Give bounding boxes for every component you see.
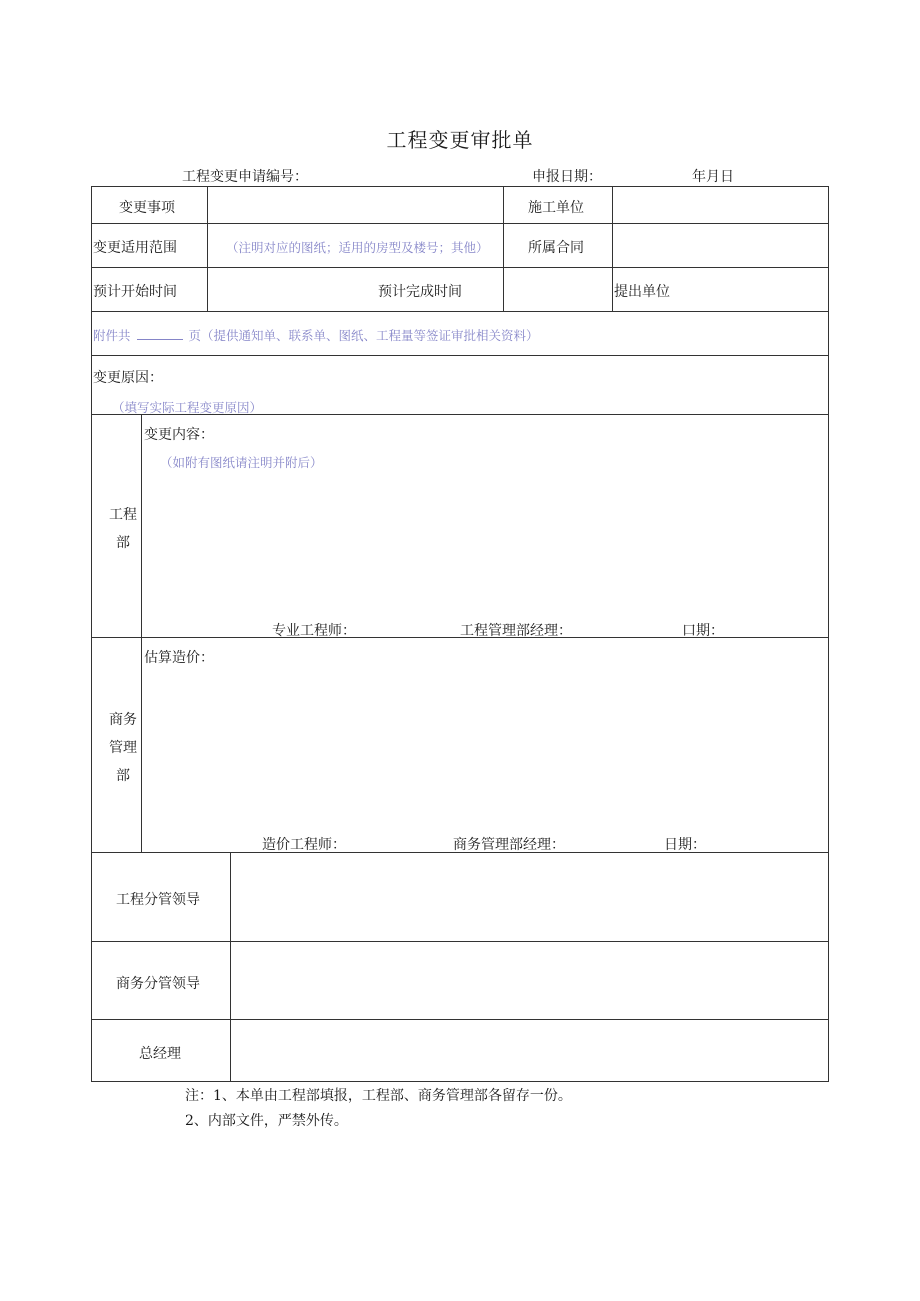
report-date-suffix: 年月日 <box>692 169 734 185</box>
attachment-page-count-field[interactable] <box>137 327 183 340</box>
commerce-dept-label <box>101 706 145 790</box>
estimate-cost-label: 估算造价： <box>144 650 214 666</box>
attachment-suffix: 页（提供通知单、联系单、图纸、工程量等签证审批相关资料） <box>188 328 539 343</box>
engineering-dept-label <box>101 501 145 557</box>
estimate-cost-field[interactable] <box>142 670 828 825</box>
change-content-label: 变更内容： <box>144 427 214 443</box>
change-reason-label: 变更原因： <box>93 370 163 386</box>
engineering-leader-field[interactable] <box>231 853 828 941</box>
engineering-dept-line1: 工程 <box>109 507 137 523</box>
commerce-date-label: 日期： <box>664 837 706 853</box>
note-2: 2、内部文件，严禁外传。 <box>185 1113 348 1129</box>
commerce-leader-label: 商务分管领导 <box>116 976 200 992</box>
commerce-manager-signature-label: 商务管理部经理： <box>453 837 565 853</box>
engineering-date-label: 口期： <box>682 623 724 639</box>
commerce-dept-line3: 部 <box>116 768 130 784</box>
general-manager-field[interactable] <box>231 1020 828 1081</box>
start-time-label: 预计开始时间 <box>93 284 177 300</box>
start-time-field[interactable] <box>208 268 368 311</box>
contract-field[interactable] <box>613 224 828 267</box>
general-manager-label: 总经理 <box>139 1046 181 1062</box>
engineering-dept-line2: 部 <box>116 535 130 551</box>
commerce-dept-line2: 管理 <box>109 740 137 756</box>
scope-field[interactable] <box>208 224 503 267</box>
cost-engineer-signature-label: 造价工程师： <box>262 837 346 853</box>
commerce-leader-field[interactable] <box>231 942 828 1019</box>
attachment-prefix: 附件共 <box>93 328 131 343</box>
form-title: 工程变更审批单 <box>386 128 534 152</box>
apply-number-label: 工程变更申请编号： <box>182 169 308 185</box>
engineering-leader-label: 工程分管领导 <box>116 892 200 908</box>
attachment-line <box>93 326 539 344</box>
commerce-dept-line1: 商务 <box>109 712 137 728</box>
change-item-field[interactable] <box>208 187 503 223</box>
engineer-signature-label: 专业工程师： <box>272 623 356 639</box>
scope-label: 变更适用范围 <box>93 240 177 256</box>
construction-unit-label: 施工单位 <box>528 200 584 216</box>
finish-time-label: 预计完成时间 <box>378 284 462 300</box>
scope-hint: （注明对应的图纸；适用的房型及楼号；其他） <box>226 240 489 255</box>
change-reason-hint: （填写实际工程变更原因） <box>112 400 263 415</box>
contract-label: 所属合同 <box>528 240 584 256</box>
report-date-label: 申报日期： <box>532 169 602 185</box>
note-1: 注：1、本单由工程部填报，工程部、商务管理部各留存一份。 <box>185 1088 572 1104</box>
construction-unit-field[interactable] <box>613 187 828 223</box>
finish-time-field[interactable] <box>504 268 612 311</box>
proposer-unit-label: 提出单位 <box>614 284 670 300</box>
change-content-hint: （如附有图纸请注明并附后） <box>160 455 323 470</box>
change-item-label: 变更事项 <box>119 200 175 216</box>
engineering-manager-signature-label: 工程管理部经理： <box>460 623 572 639</box>
change-content-field[interactable] <box>142 475 828 610</box>
